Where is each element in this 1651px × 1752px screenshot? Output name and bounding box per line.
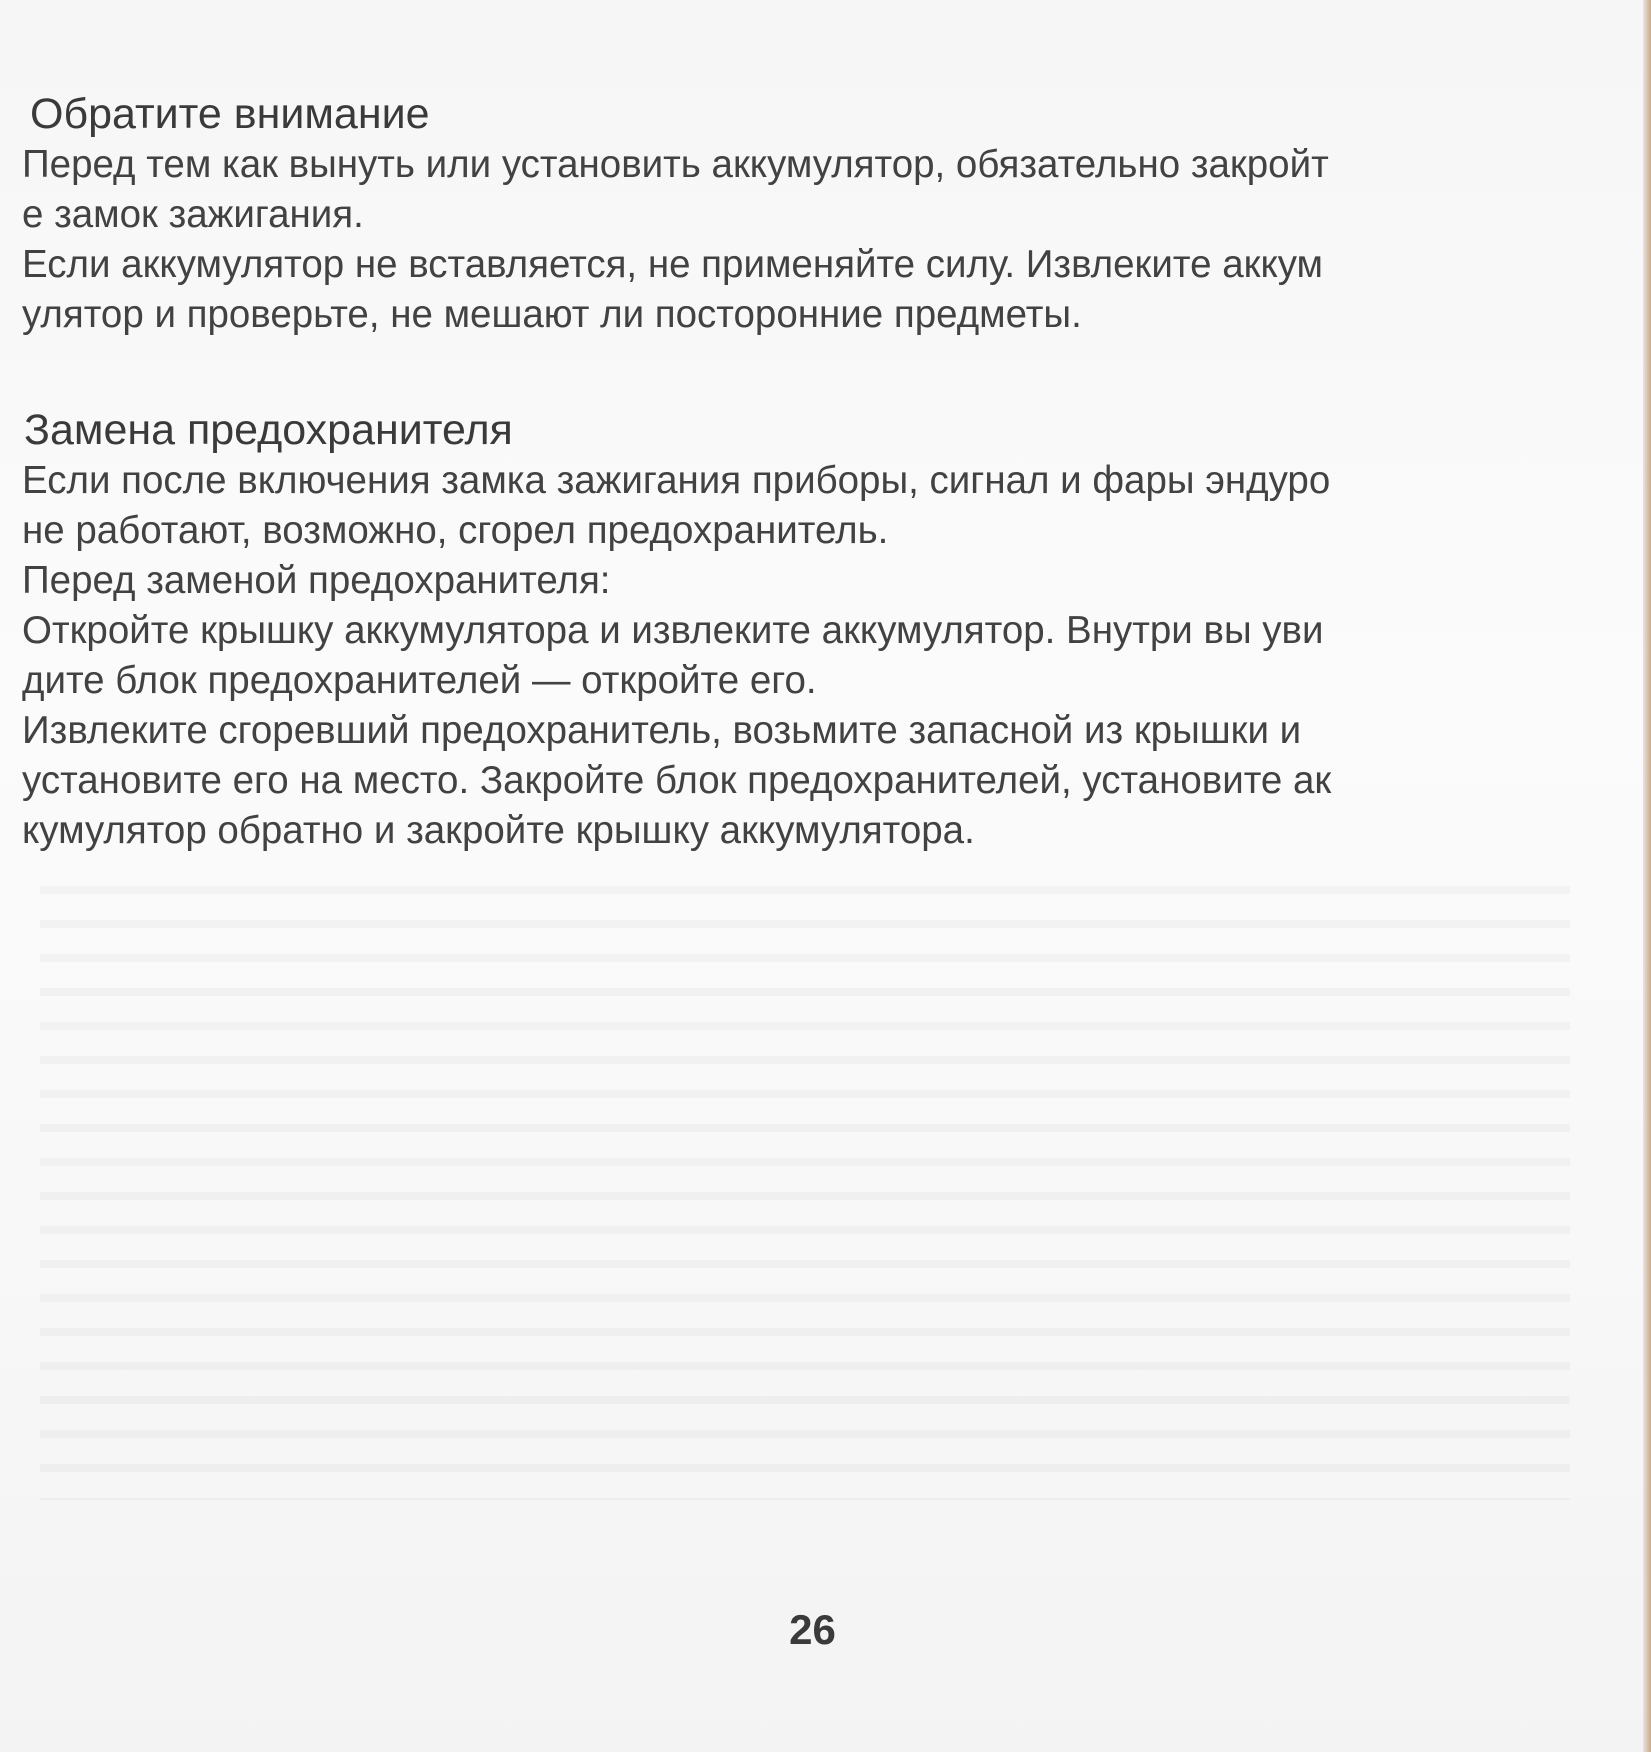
- text-line: Если после включения замка зажигания приборы, сигнал и фары эндуро: [22, 459, 1331, 502]
- text-line: дите блок предохранителей — откройте его.: [22, 659, 817, 702]
- section-fuse-replacement: [22, 404, 1582, 856]
- text-line: улятор и проверьте, не мешают ли посторонние предметы.: [22, 293, 1082, 336]
- text-line: не работают, возможно, сгорел предохранитель.: [22, 509, 889, 552]
- text-line: установите его на место. Закройте блок предохранителей, установите ак: [22, 759, 1332, 802]
- page-content: [22, 88, 1582, 920]
- section-attention: [22, 88, 1582, 340]
- text-line: е замок зажигания.: [22, 193, 364, 236]
- text-line: Извлеките сгоревший предохранитель, возьмите запасной из крышки и: [22, 709, 1302, 752]
- text-line: Откройте крышку аккумулятора и извлеките аккумулятор. Внутри вы уви: [22, 609, 1324, 652]
- text-line: Если аккумулятор не вставляется, не применяйте силу. Извлеките аккум: [22, 243, 1324, 286]
- text-line: Перед тем как вынуть или установить аккумулятор, обязательно закройт: [22, 143, 1329, 186]
- section-title-attention: Обратите внимание: [30, 90, 430, 138]
- show-through-texture: [40, 860, 1570, 1500]
- page-edge: [1643, 0, 1651, 1752]
- text-line: кумулятор обратно и закройте крышку аккумулятора.: [22, 809, 975, 852]
- page-number: 26: [789, 1606, 836, 1653]
- section-title-fuse-replacement: Замена предохранителя: [24, 406, 513, 454]
- text-line: Перед заменой предохранителя:: [22, 559, 611, 602]
